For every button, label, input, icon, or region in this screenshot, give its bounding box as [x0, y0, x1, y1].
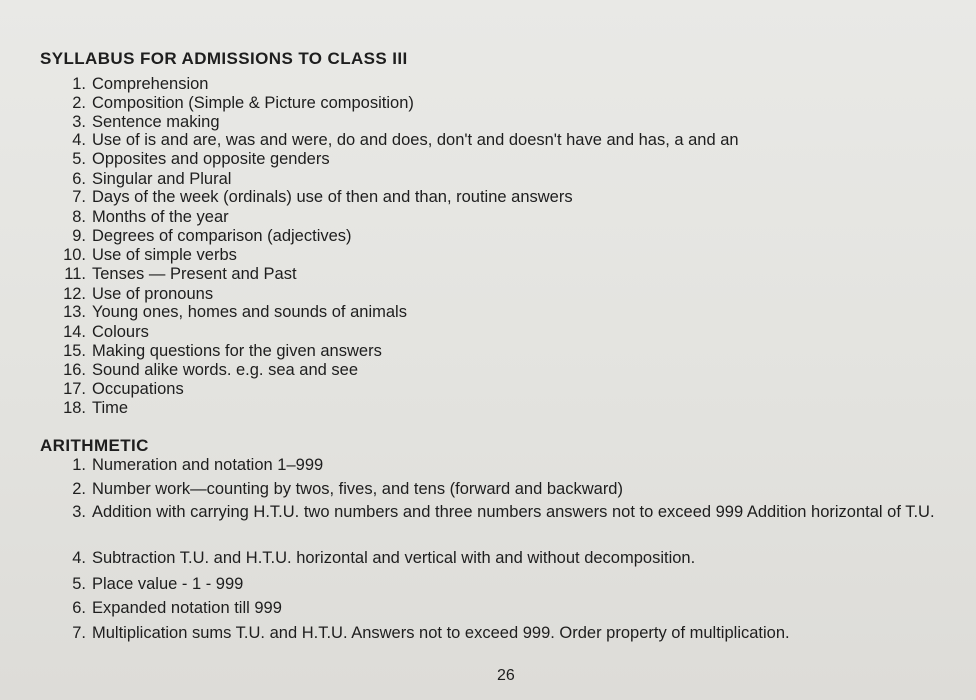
item-number: 18.: [63, 399, 86, 417]
item-number: 6.: [72, 599, 86, 617]
item-number: 9.: [72, 227, 86, 245]
item-text: Use of is and are, was and were, do and does, don't and doesn't have and has, a and an: [92, 131, 739, 149]
list-item: [40, 342, 970, 361]
item-text: Colours: [92, 323, 149, 341]
item-number: 7.: [72, 624, 86, 642]
item-number: 5.: [72, 575, 86, 593]
item-text: Use of pronouns: [92, 285, 214, 303]
list-item: [40, 303, 970, 322]
item-number: 7.: [72, 188, 86, 206]
item-text: Time: [92, 399, 129, 417]
item-text: Young ones, homes and sounds of animals: [92, 303, 407, 321]
item-text: Days of the week (ordinals) use of then and than, routine answers: [92, 188, 573, 206]
item-number: 2.: [72, 94, 86, 112]
page-number: 26: [497, 667, 515, 684]
item-text: Expanded notation till 999: [92, 599, 282, 617]
item-number: 10.: [63, 246, 86, 264]
list-item: [40, 549, 970, 568]
item-number: 2.: [72, 480, 86, 498]
item-text: Multiplication sums T.U. and H.T.U. Answers not to exceed 999. Order property of multiplication.: [92, 624, 790, 642]
item-number: 11.: [64, 265, 86, 283]
item-text: Months of the year: [92, 208, 229, 226]
item-number: 17.: [63, 380, 86, 398]
item-number: 1.: [72, 456, 86, 474]
item-number: 12.: [63, 285, 86, 303]
item-text: Singular and Plural: [92, 170, 232, 188]
list-item: [40, 227, 970, 246]
list-item: [40, 361, 970, 380]
item-number: 4.: [72, 131, 86, 149]
item-text: Making questions for the given answers: [92, 342, 382, 360]
list-item: [40, 94, 970, 113]
item-text: Numeration and notation 1–999: [92, 456, 324, 474]
list-item: [40, 113, 970, 132]
list-item: [40, 575, 970, 594]
item-number: 8.: [72, 208, 86, 226]
item-text: Number work—counting by twos, fives, and tens (forward and backward): [92, 480, 623, 498]
list-item: [40, 75, 970, 94]
item-text: Place value - 1 - 999: [92, 575, 244, 593]
item-number: 3.: [72, 113, 86, 131]
list-item: [40, 599, 970, 618]
english-syllabus-heading: SYLLABUS FOR ADMISSIONS TO CLASS III: [40, 49, 408, 68]
list-item: [40, 131, 970, 150]
list-item: [40, 246, 970, 265]
list-item: [40, 150, 970, 169]
list-item: [40, 380, 970, 399]
item-number: 5.: [72, 150, 86, 168]
list-item: [40, 323, 970, 342]
list-item: [40, 480, 970, 499]
item-text: Addition with carrying H.T.U. two numbers and three numbers answers not to exceed 999 Addition horizontal of T.U.: [92, 503, 935, 521]
item-number: 1.: [72, 75, 86, 93]
list-item: [40, 285, 970, 304]
item-number: 15.: [63, 342, 86, 360]
item-text: Degrees of comparison (adjectives): [92, 227, 352, 245]
list-item: [40, 265, 970, 284]
item-number: 14.: [63, 323, 86, 341]
item-text: Use of simple verbs: [92, 246, 237, 264]
item-text: Occupations: [92, 380, 184, 398]
list-item: [40, 208, 970, 227]
item-number: 4.: [72, 549, 86, 567]
item-text: Comprehension: [92, 75, 209, 93]
item-text: Composition (Simple & Picture composition): [92, 94, 414, 112]
item-text: Opposites and opposite genders: [92, 150, 330, 168]
item-number: 6.: [72, 170, 86, 188]
list-item: [40, 188, 970, 207]
item-text: Sentence making: [92, 113, 220, 131]
item-number: 16.: [63, 361, 86, 379]
item-text: Subtraction T.U. and H.T.U. horizontal and vertical with and without decomposition.: [92, 549, 696, 567]
list-item: [40, 503, 970, 522]
arithmetic-heading: ARITHMETIC: [40, 436, 149, 455]
item-text: Sound alike words. e.g. sea and see: [92, 361, 359, 379]
item-text: Tenses — Present and Past: [92, 265, 297, 283]
item-number: 3.: [72, 503, 86, 521]
list-item: [40, 456, 970, 475]
list-item: [40, 399, 970, 418]
list-item: [40, 624, 970, 643]
list-item: [40, 170, 970, 189]
item-number: 13.: [63, 303, 86, 321]
